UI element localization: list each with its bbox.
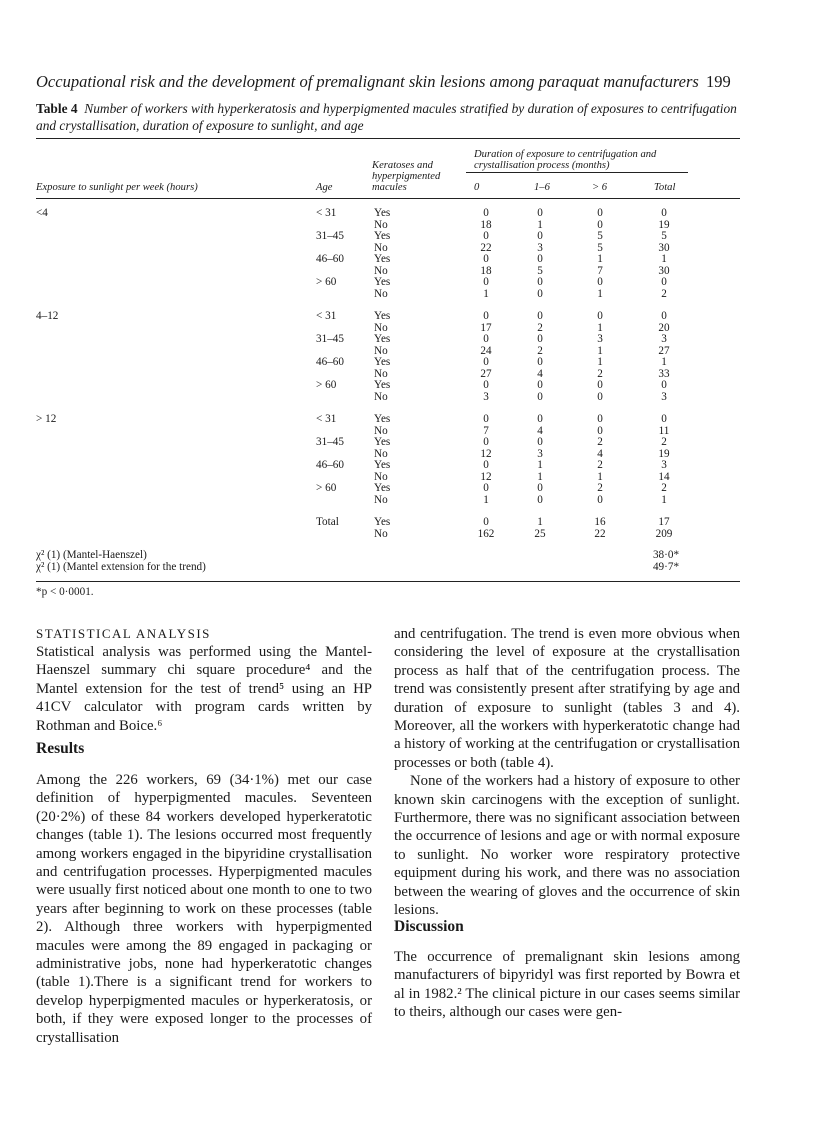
- count-cell: 1: [597, 344, 603, 357]
- count-cell: 0: [597, 207, 603, 219]
- count-cell: 3: [661, 333, 667, 346]
- count-cell: 1: [483, 287, 489, 300]
- count-cell: 1: [661, 253, 667, 266]
- count-cell: 0: [597, 413, 603, 425]
- count-cell: 33: [658, 367, 670, 380]
- age-cell: 46–60: [316, 459, 344, 472]
- age-cell: < 31: [316, 207, 337, 219]
- count-cell: 1: [483, 493, 489, 506]
- running-title: Occupational risk and the development of premalignant skin lesions among paraquat manufacturers: [36, 72, 699, 91]
- count-cell: 18: [480, 264, 492, 277]
- count-cell: 0: [537, 379, 543, 392]
- keratoses-cell: No: [374, 287, 388, 300]
- total-count-cell: 17: [658, 516, 670, 528]
- age-cell: 31–45: [316, 436, 344, 449]
- count-cell: 0: [537, 207, 543, 219]
- count-cell: 0: [661, 310, 667, 322]
- count-cell: 3: [483, 390, 489, 403]
- total-count-cell: 25: [534, 528, 546, 540]
- count-cell: 0: [483, 482, 489, 495]
- count-cell: 12: [480, 470, 492, 483]
- count-cell: 5: [597, 230, 603, 243]
- count-cell: 0: [597, 493, 603, 506]
- total-count-cell: 22: [594, 528, 606, 540]
- count-cell: 2: [537, 344, 543, 357]
- keratoses-cell: Yes: [374, 230, 391, 243]
- keratoses-cell: Yes: [374, 253, 391, 266]
- keratoses-cell: No: [374, 367, 388, 380]
- age-cell: 31–45: [316, 230, 344, 243]
- exposure-group-label: 4–12: [36, 310, 59, 322]
- age-cell: < 31: [316, 413, 337, 425]
- count-cell: 19: [658, 218, 670, 231]
- count-cell: 2: [661, 482, 667, 495]
- count-cell: 4: [597, 447, 603, 460]
- age-cell: > 60: [316, 482, 337, 495]
- keratoses-cell: No: [374, 344, 388, 357]
- count-cell: 0: [597, 218, 603, 231]
- count-cell: 2: [661, 436, 667, 449]
- count-cell: 0: [483, 379, 489, 392]
- count-cell: 22: [480, 241, 492, 254]
- count-cell: 0: [661, 379, 667, 392]
- col-sub-gt6: > 6: [592, 182, 608, 193]
- keratoses-cell: No: [374, 218, 388, 231]
- stat-mantel-haenszel-value: 38·0*: [652, 549, 680, 561]
- table-footnote: *p < 0·0001.: [36, 586, 94, 598]
- count-cell: 1: [597, 253, 603, 266]
- count-cell: 0: [661, 413, 667, 425]
- results-continued: [394, 625, 740, 920]
- count-cell: 0: [537, 390, 543, 403]
- count-cell: 0: [537, 310, 543, 322]
- total-count-cell: 209: [655, 528, 673, 540]
- table-label: Table 4: [36, 101, 78, 116]
- col-exposure-header: Exposure to sunlight per week (hours): [36, 182, 198, 193]
- keratoses-cell: No: [374, 493, 388, 506]
- col-keratoses-header: Keratoses and hyperpigmented macules: [372, 160, 441, 193]
- count-cell: 5: [537, 264, 543, 277]
- count-cell: 7: [597, 264, 603, 277]
- count-cell: 1: [537, 218, 543, 231]
- count-cell: 17: [480, 321, 492, 334]
- count-cell: 0: [597, 379, 603, 392]
- count-cell: 2: [537, 321, 543, 334]
- stat-trend-label: χ² (1) (Mantel extension for the trend): [36, 561, 206, 573]
- count-cell: 20: [658, 321, 670, 334]
- count-cell: 0: [483, 333, 489, 346]
- count-cell: 0: [483, 207, 489, 219]
- total-keratoses-cell: Yes: [374, 516, 391, 528]
- count-cell: 1: [661, 493, 667, 506]
- count-cell: 0: [483, 276, 489, 289]
- count-cell: 4: [537, 367, 543, 380]
- count-cell: 1: [597, 321, 603, 334]
- count-cell: 30: [658, 241, 670, 254]
- age-cell: > 60: [316, 379, 337, 392]
- count-cell: 27: [480, 367, 492, 380]
- discussion-heading: Discussion: [394, 918, 464, 935]
- count-cell: 18: [480, 218, 492, 231]
- keratoses-cell: Yes: [374, 459, 391, 472]
- count-cell: 0: [537, 482, 543, 495]
- count-cell: 12: [480, 447, 492, 460]
- results-paragraph-cont: and centrifugation. The trend is even more obvious when considering the level of exposure at the crystallisation process as half that of the centrifugation process. The trend was consistently present after stratifying by age and duration of exposure to sunlight (tables 3 and 4). Moreover, all the workers with hyperkeratotic change had a history of working at the centrifugation or crystallisation processes or both (table 4).: [394, 626, 740, 771]
- total-keratoses-cell: No: [374, 528, 388, 540]
- total-count-cell: 162: [477, 528, 495, 540]
- age-cell: 31–45: [316, 333, 344, 346]
- count-cell: 19: [658, 447, 670, 460]
- keratoses-cell: No: [374, 264, 388, 277]
- keratoses-cell: Yes: [374, 413, 391, 425]
- total-count-cell: 1: [537, 516, 543, 528]
- count-cell: 2: [597, 459, 603, 472]
- col-age-header: Age: [316, 182, 333, 193]
- count-cell: 0: [537, 356, 543, 369]
- count-cell: 0: [483, 253, 489, 266]
- count-cell: 1: [597, 356, 603, 369]
- age-cell: > 60: [316, 276, 337, 289]
- count-cell: 24: [480, 344, 492, 357]
- count-cell: 1: [597, 287, 603, 300]
- count-cell: 0: [597, 390, 603, 403]
- count-cell: 0: [597, 276, 603, 289]
- keratoses-cell: Yes: [374, 356, 391, 369]
- keratoses-cell: Yes: [374, 333, 391, 346]
- table-header-rule: [36, 198, 740, 199]
- count-cell: 0: [483, 230, 489, 243]
- count-cell: 0: [537, 276, 543, 289]
- table-top-rule: [36, 138, 740, 139]
- count-cell: 3: [661, 390, 667, 403]
- count-cell: 0: [537, 413, 543, 425]
- keratoses-cell: Yes: [374, 379, 391, 392]
- age-cell: 46–60: [316, 356, 344, 369]
- count-cell: 0: [483, 436, 489, 449]
- count-cell: 2: [597, 436, 603, 449]
- table-caption-text: Number of workers with hyperkeratosis and hyperpigmented macules stratified by duration of exposures to centrifugation and crystallisation, duration of exposure to sunlight, and age: [36, 101, 737, 133]
- keratoses-cell: No: [374, 447, 388, 460]
- keratoses-cell: Yes: [374, 276, 391, 289]
- count-cell: 2: [661, 287, 667, 300]
- count-cell: 2: [597, 482, 603, 495]
- statistical-analysis-paragraph: Statistical analysis was performed using the Mantel-Haenszel summary chi square procedure⁴ and the Mantel extension for the test of trend⁵ using an HP 41CV calculator with program cards written by Rothman and Boice.⁶: [36, 644, 372, 734]
- results-paragraph-2: None of the workers had a history of exposure to other known skin carcinogens with the exception of sunlight. Furthermore, there was no significant association between the occurrence of lesions and age or with normal exposure to sunlight. No worker wore respiratory protective equipment during his work, and there was no association between the wearing of gloves and the occurrence of skin lesions.: [394, 773, 740, 919]
- table-caption: [36, 100, 756, 134]
- col-sub-total: Total: [654, 182, 676, 193]
- total-count-cell: 16: [594, 516, 606, 528]
- keratoses-cell: No: [374, 470, 388, 483]
- count-cell: 0: [661, 276, 667, 289]
- total-label: Total: [316, 516, 339, 528]
- results-heading: Results: [36, 740, 85, 757]
- count-cell: 3: [537, 447, 543, 460]
- results-paragraph: Among the 226 workers, 69 (34·1%) met our case definition of hyperpigmented macules. Seventeen (20·2%) of these 84 workers developed hyperkeratotic changes (table 1). The lesions occurred most frequently among workers engaged in the bipyridine crystallisation and centrifugation processes. Hyperpigmented macules were usually first noticed about one month to one to two years after beginning to work on these processes (table 2). Although three workers with hyperpigmented macules were among the 89 engaged in packaging or administrative jobs, none had hyperkeratotic changes (table 1).There is a significant trend for workers to develop hyperpigmented macules or hyperkeratosis, or both, if they were exposed longer to the processes of crystallisation: [36, 772, 372, 1046]
- exposure-group-label: > 12: [36, 413, 57, 425]
- count-cell: 0: [537, 287, 543, 300]
- exposure-group-label: <4: [36, 207, 48, 219]
- count-cell: 3: [597, 333, 603, 346]
- count-cell: 0: [537, 493, 543, 506]
- count-cell: 5: [597, 241, 603, 254]
- count-cell: 1: [597, 470, 603, 483]
- col-duration-header: Duration of exposure to centrifugation and crystallisation process (months): [474, 149, 657, 171]
- keratoses-cell: Yes: [374, 482, 391, 495]
- keratoses-cell: No: [374, 390, 388, 403]
- keratoses-cell: No: [374, 424, 388, 437]
- count-cell: 0: [661, 207, 667, 219]
- duration-subheader-rule: [466, 172, 688, 173]
- count-cell: 30: [658, 264, 670, 277]
- count-cell: 2: [597, 367, 603, 380]
- count-cell: 1: [537, 470, 543, 483]
- total-count-cell: 0: [483, 516, 489, 528]
- count-cell: 0: [483, 356, 489, 369]
- stat-trend-value: 49·7*: [652, 561, 680, 573]
- count-cell: 5: [661, 230, 667, 243]
- count-cell: 1: [661, 356, 667, 369]
- count-cell: 0: [537, 333, 543, 346]
- keratoses-cell: Yes: [374, 207, 391, 219]
- count-cell: 0: [537, 436, 543, 449]
- age-cell: < 31: [316, 310, 337, 322]
- count-cell: 4: [537, 424, 543, 437]
- keratoses-cell: Yes: [374, 436, 391, 449]
- age-cell: 46–60: [316, 253, 344, 266]
- count-cell: 1: [537, 459, 543, 472]
- count-cell: 0: [537, 253, 543, 266]
- col-sub-0: 0: [474, 182, 480, 193]
- table-bottom-rule: [36, 581, 740, 582]
- count-cell: 0: [483, 310, 489, 322]
- count-cell: 0: [483, 413, 489, 425]
- discussion-paragraph: The occurrence of premalignant skin lesions among manufacturers of bipyridyl was first reported by Bowra et al in 1982.² The clinical picture in our cases seems similar to theirs, although our cases were gen-: [394, 949, 740, 1021]
- count-cell: 0: [537, 230, 543, 243]
- count-cell: 3: [537, 241, 543, 254]
- keratoses-cell: No: [374, 241, 388, 254]
- page-number: 199: [706, 72, 731, 91]
- count-cell: 7: [483, 424, 489, 437]
- stat-mantel-haenszel-label: χ² (1) (Mantel-Haenszel): [36, 549, 147, 561]
- count-cell: 0: [483, 459, 489, 472]
- statistical-analysis-title: STATISTICAL ANALYSIS: [36, 626, 211, 641]
- count-cell: 11: [658, 424, 670, 437]
- count-cell: 0: [597, 424, 603, 437]
- count-cell: 3: [661, 459, 667, 472]
- count-cell: 0: [597, 310, 603, 322]
- keratoses-cell: Yes: [374, 310, 391, 322]
- count-cell: 14: [658, 470, 670, 483]
- col-sub-1-6: 1–6: [534, 182, 550, 193]
- keratoses-cell: No: [374, 321, 388, 334]
- count-cell: 27: [658, 344, 670, 357]
